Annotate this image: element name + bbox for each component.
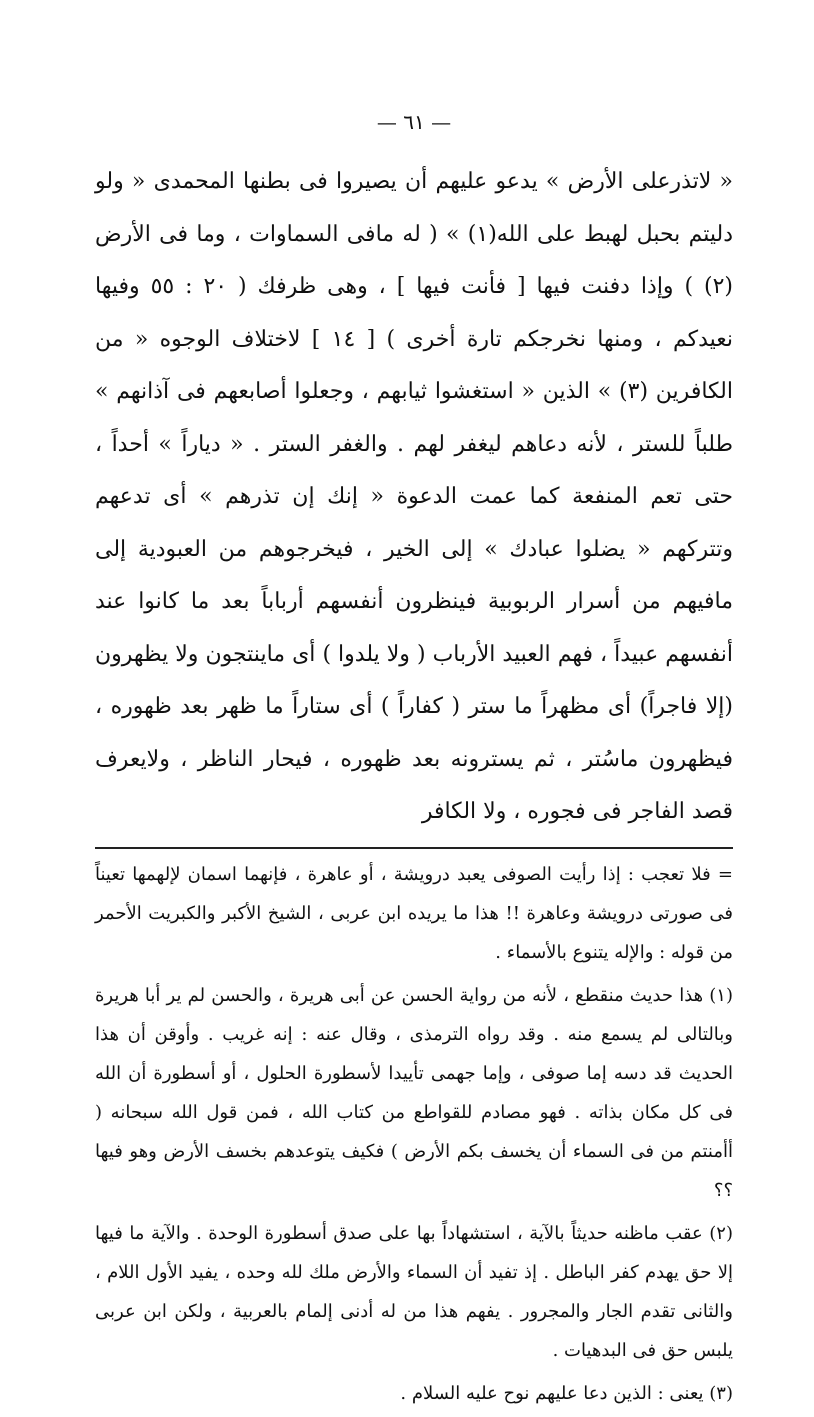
footnote-1: (١) هذا حديث منقطع ، لأنه من رواية الحسن عن أبى هريرة ، والحسن لم ير أبا هريرة وبالتالى لم يسمع منه . وقد رواه الترمذى ، وقال عنه : إنه غريب . وأوقن أن هذا الحديث قد دسه إما صوفى ، وإما جهمى تأييدا لأسطورة الحلول ، أو أسطورة أن الله فى كل مكان بذاته . فهو مصادم للقواطع من كتاب الله ، فمن قول الله سبحانه ( أأمنتم من فى السماء أن يخسف بكم الأرض ) فكيف يتوعدهم بخسف الأرض وهو فيها ؟؟ bbox=[95, 984, 733, 1201]
footnote-separator bbox=[95, 847, 733, 849]
footnotes-section bbox=[95, 855, 733, 1413]
book-page bbox=[95, 110, 733, 1417]
page-number: — ٦١ — bbox=[376, 110, 452, 134]
main-body-text: « لاتذرعلى الأرض » يدعو عليهم أن يصيروا فى بطنها المحمدى « ولو دليتم بحبل لهبط على الله(١) » ( له مافى السماوات ، وما فى الأرض (٢) ) وإذا دفنت فيها [ فأنت فيها ] ، وهى ظرفك ( ٢٠ : ٥٥ وفيها نعيدكم ، ومنها نخرجكم تارة أخرى ) [ ١٤ ] لاختلاف الوجوه « من الكافرين (٣) » الذين « استغشوا ثيابهم ، وجعلوا أصابعهم فى آذانهم » طلباً للستر ، لأنه دعاهم ليغفر لهم . والغفر الستر . « دياراً » أحداً ، حتى تعم المنفعة كما عمت الدعوة « إنك إن تذرهم » أى تدعهم وتتركهم « يضلوا عبادك » إلى الخير ، فيخرجوهم من العبودية إلى مافيهم من أسرار الربوبية فينظرون أنفسهم أرباباً بعد ما كانوا عند أنفسهم عبيداً ، فهم العبيد الأرباب ( ولا يلدوا ) أى ماينتجون ولا يظهرون (إلا فاجراً) أى مظهراً ما ستر ( كفاراً ) أى ستاراً ما ظهر بعد ظهوره ، فيظهرون ماسُتر ، ثم يسترونه بعد ظهوره ، فيحار الناظر ، ولايعرف قصد الفاجر فى فجوره ، ولا الكافر bbox=[95, 169, 733, 824]
footnote-2: (٢) عقب ماظنه حديثاً بالآية ، استشهاداً بها على صدق أسطورة الوحدة . والآية ما فيها إلا حق يهدم كفر الباطل . إذ تفيد أن السماء والأرض ملك لله وحده ، يفيد الأول اللام ، والثانى تقدم الجار والمجرور . يفهم هذا من له أدنى إلمام بالعربية ، ولكن ابن عربى يلبس حق فى البدهيات . bbox=[95, 1222, 733, 1361]
footnote-3: (٣) يعنى : الذين دعا عليهم نوح عليه السلام . bbox=[400, 1382, 733, 1404]
footnote-continuation: = فلا تعجب : إذا رأيت الصوفى يعبد درويشة ، أو عاهرة ، فإنهما اسمان لإلهمها تعيناً فى صورتى درويشة وعاهرة !! هذا ما يريده ابن عربى ، الشيخ الأكبر والكبريت الأحمر من قوله : والإله يتنوع بالأسماء . bbox=[95, 863, 733, 963]
